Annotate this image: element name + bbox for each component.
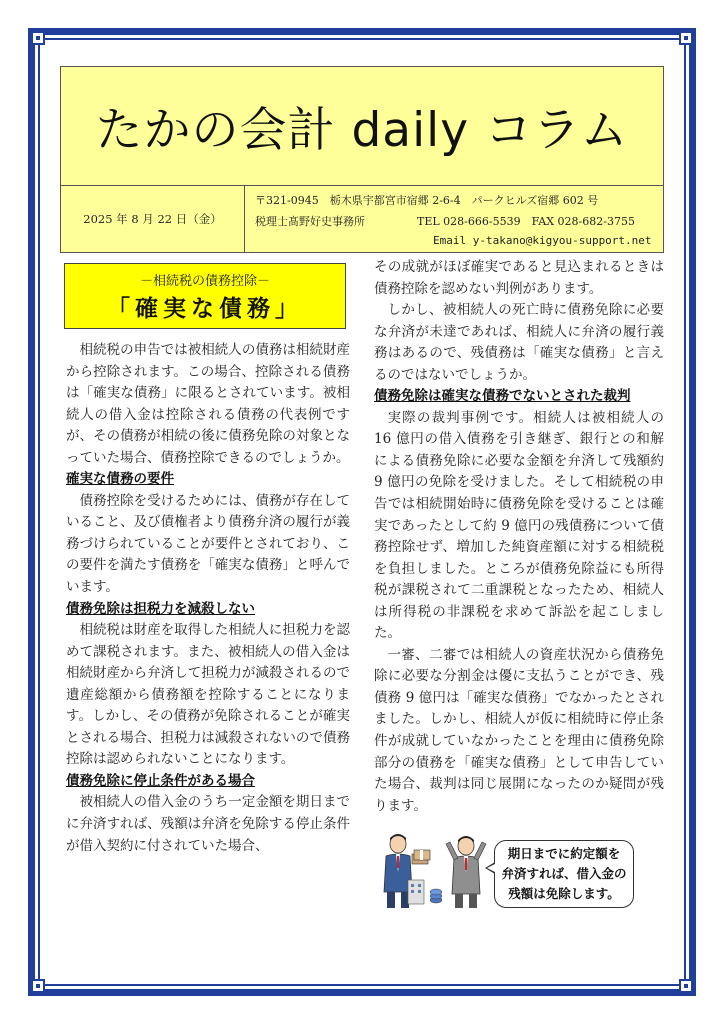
section-heading-tax-capacity: 債務免除は担税力を減殺しない [66,600,255,617]
office-address: 〒321-0945 栃木県宇都宮市宿郷 2-6-4 パークヒルズ宿郷 602 号 [255,194,599,207]
tax-capacity-paragraph: 相続税は財産を取得した相続人に担税力を認めて課税されます。また、被相続人の借入金は相続財産から弁済して担税力が減殺されるので遺産総額から債務額を控除することになります。しかし、その債務が免除されることが確実とされる場合、担税力は減殺されないので債務控除は認められないことになります。 [66,622,350,768]
ruling-paragraph: 一審、二審では相続人の資産状況から債務免除に必要な分割金は優に支払うことができ、残債務 9 億円は「確実な債務」でなかったとされました。しかし、相続人が仮に相続時に停止条件が成就していなかったことを理由に債務免除部分の債務を「確実な債務」として申告していた場合、裁判は同じ展開になったのか疑問が残ります。 [374,646,664,814]
article-heading-box [64,263,346,329]
speech-bubble [494,840,634,908]
office-info [245,186,663,252]
page-title: たかの会計 daily コラム [95,102,629,158]
title-band [61,67,663,186]
speech-line-2: 弁済すれば、借入金の [501,866,627,881]
court-case-paragraph: 実際の裁判事例です。相続人は被相続人の 16 億円の借入債務を引き継ぎ、銀行との和解による債務免除に必要な金額を弁済して残額約 9 億円の免除を受けました。そして相続税の申告では相続開始時に債務免除を受けることは確実であったとして約 9 億円の残債務について債務控除せず、増加した純資産額に対する相続税を負担しました。ところが債務免除益にも所得税が課税されて二重課税となったため、相続人は所得税の非課税を求めて訴訟を起こしました。 [374,409,664,642]
intro-paragraph: 相続税の申告では被相続人の債務は相続財産から控除されます。この場合、控除される債務は「確実な債務」に限るとされています。被相続人の借入金は控除される債務の代表例ですが、その債務が相続の後に債務免除の対象となっていた場合、債務控除できるのでしょうか。 [66,342,350,466]
right-column [374,257,664,827]
article-title: 「確実な債務」 [107,295,303,322]
speech-line-3: 残額は免除します。 [508,886,620,901]
office-name: 税理士髙野好史事務所 [255,215,365,228]
continuation-paragraph: その成就がほぼ確実であると見込まれるときは債務控除を認めない判例があります。 [374,259,664,297]
left-column [66,340,350,912]
section-heading-condition: 債務免除に停止条件がある場合 [66,772,255,789]
businessman-right-icon [446,836,486,908]
coins-icon [430,889,442,903]
corner-ornament-bottom-right [679,979,693,993]
issue-date: 2025 年 8 月 22 日（金） [61,186,245,252]
section-heading-court-case: 債務免除は確実な債務でないとされた裁判 [374,388,631,405]
corner-ornament-top-left [31,31,45,45]
unpaid-paragraph: しかし、被相続人の死亡時に債務免除に必要な弁済が未達であれば、相続人に弁済の履行義務はあるので、残債務は「確実な債務」と言えるのではないでしょうか。 [374,302,664,383]
masthead [60,66,664,253]
corner-ornament-top-right [679,31,693,45]
businessmen-illustration [378,832,496,910]
speech-line-1: 期日までに約定額を [507,846,621,861]
money-bundle-icon [412,850,430,864]
corner-ornament-bottom-left [31,979,45,993]
section-heading-requirements: 確実な債務の要件 [66,471,174,488]
requirements-paragraph: 債務控除を受けるためには、債務が存在していること、及び債権者より債務弁済の履行が義務づけられていることが要件とされており、この要件を満たす債務を「確実な債務」と呼んでいます。 [66,492,350,596]
speech-bubble-tail-fill [487,864,495,872]
office-email: Email y-takano@kigyou-support.net [433,234,652,247]
building-icon [408,880,424,904]
office-phone-fax: TEL 028-666-5539 FAX 028-682-3755 [417,215,635,228]
condition-paragraph: 被相続人の借入金のうち一定金額を期日までに弁済すれば、残額は弁済を免除する停止条件が借入契約に付されていた場合、 [66,794,350,854]
article-subtitle: －相続税の債務控除－ [139,274,270,289]
